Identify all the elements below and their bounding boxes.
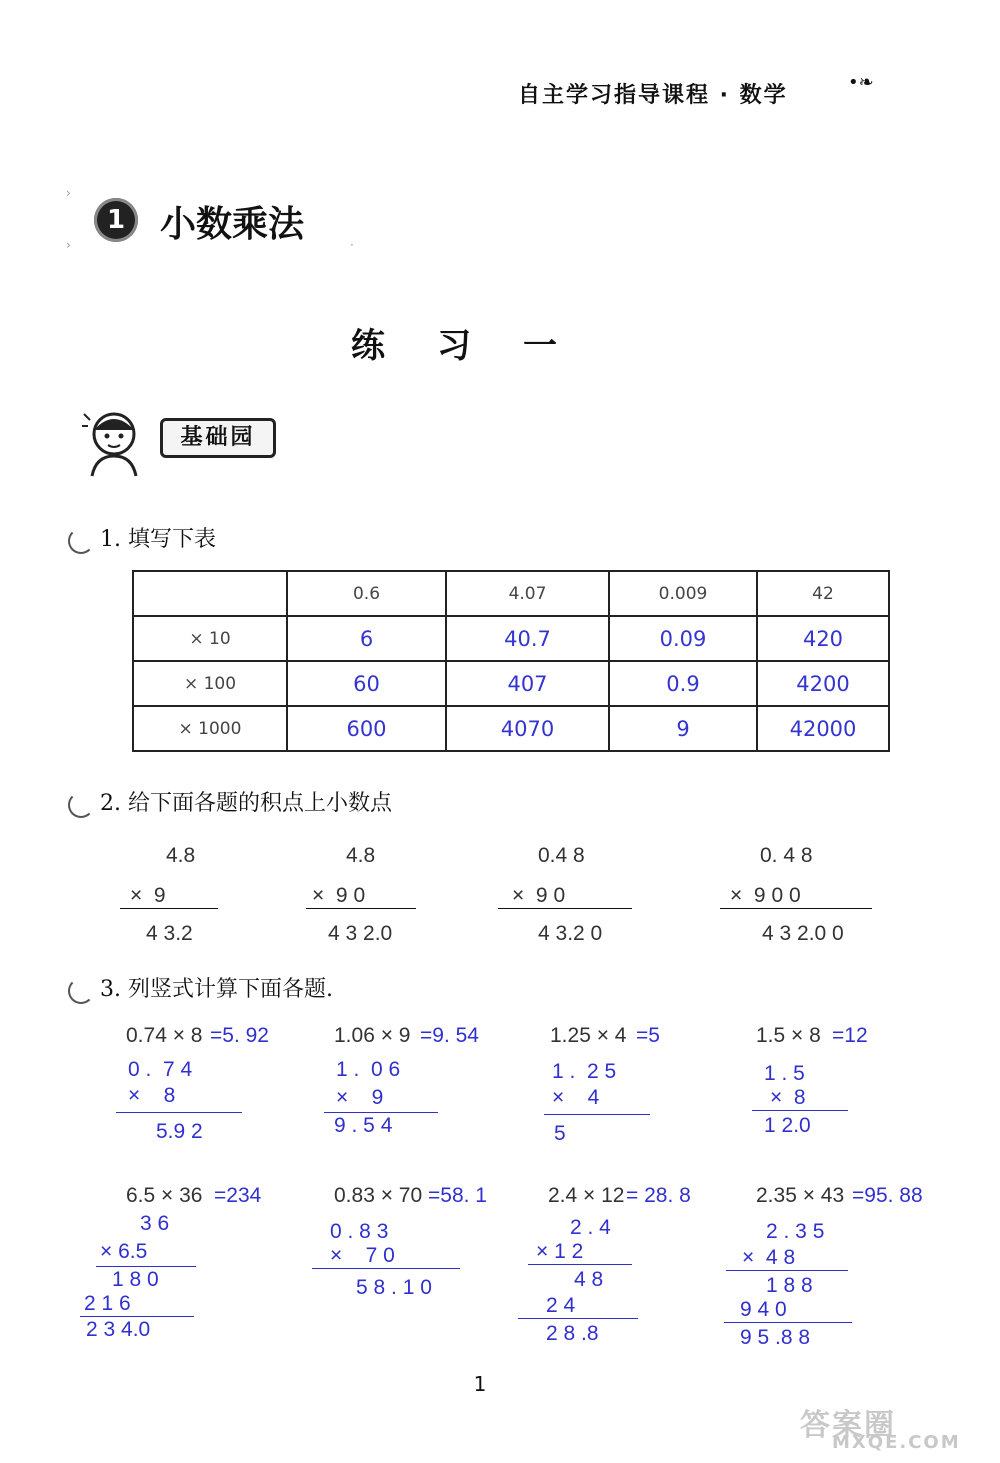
table-header-row (133, 571, 889, 616)
unit-number-badge: 1 (94, 198, 138, 242)
q3-work-line: 2 4 (546, 1294, 576, 1317)
student-mascot-icon (78, 404, 150, 478)
decorative-dot-icon: · (350, 238, 354, 252)
q3-work-line: × 1 2 (536, 1240, 584, 1263)
q2-top-number: 4.8 (346, 844, 376, 867)
q3-answer: = 28. 8 (626, 1184, 691, 1207)
q2-rule-line (306, 908, 416, 909)
decorative-dot-icon: › (66, 238, 71, 252)
table-header-cell: 4.07 (446, 571, 609, 616)
q2-product: 4 3 2.0 0 (762, 922, 844, 945)
q2-top-number: 0. 4 8 (760, 844, 813, 867)
q3-work-line: 2 3 4.0 (86, 1318, 151, 1341)
q3-rule-line (324, 1112, 438, 1113)
q3-work-line: 1 8 8 (766, 1274, 813, 1297)
q3-rule-line (116, 1112, 242, 1113)
q3-work-line: × 8 (128, 1084, 176, 1107)
answer-cell: 9 (609, 706, 757, 751)
watermark-logo: 答案圈 (800, 1408, 896, 1443)
q3-work-line: 2 . 3 5 (766, 1220, 825, 1243)
q3-expression: 2.35 × 43 (756, 1184, 845, 1207)
q3-rule-line (544, 1114, 650, 1115)
q1-title: 1. 填写下表 (100, 527, 216, 552)
q2-multiplier: × 9 (130, 884, 166, 907)
q3-work-line: 5 8 . 1 0 (356, 1276, 432, 1299)
q3-rule-line (518, 1318, 638, 1319)
q3-expression: 0.83 × 70 (334, 1184, 423, 1207)
table-header-cell: 42 (757, 571, 889, 616)
q3-answer: =12 (832, 1024, 868, 1047)
q3-answer: =234 (214, 1184, 262, 1207)
q2-rule-line (120, 908, 218, 909)
practice-title: 练习一 (351, 326, 609, 366)
q2-product: 4 3.2 0 (538, 922, 603, 945)
answer-cell: 40.7 (446, 616, 609, 661)
section-label: 基础园 (160, 418, 276, 458)
q2-rule-line (720, 908, 872, 909)
q3-rule-line (312, 1268, 460, 1269)
decorative-dots-icon: •❧ (848, 72, 874, 93)
q3-rule-line (752, 1110, 848, 1111)
q3-work-line: 0 . 7 4 (128, 1058, 193, 1081)
q3-work-line: × 9 (336, 1086, 384, 1109)
q3-expression: 1.06 × 9 (334, 1024, 411, 1047)
q2-rule-line (498, 908, 632, 909)
q3-answer: =95. 88 (852, 1184, 923, 1207)
answer-cell: 420 (757, 616, 889, 661)
q3-rule-line (96, 1266, 196, 1267)
q2-multiplier: × 9 0 0 (730, 884, 801, 907)
q3-work-line: 4 8 (574, 1268, 604, 1291)
q3-work-line: 2 8 .8 (546, 1322, 599, 1345)
q3-title: 3. 列竖式计算下面各题. (100, 977, 333, 1002)
q3-work-line: × 7 0 (330, 1244, 395, 1267)
header-title: 自主学习指导课程 · 数学 (518, 83, 788, 108)
answer-cell: 6 (287, 616, 446, 661)
q3-expression: 2.4 × 12 (548, 1184, 625, 1207)
q3-rule-line (528, 1264, 632, 1265)
q3-work-line: 1 . 0 6 (336, 1058, 401, 1081)
q3-expression: 1.25 × 4 (550, 1024, 627, 1047)
question-check-icon (68, 792, 94, 818)
table-row (133, 706, 889, 751)
q3-work-line: 9 . 5 4 (334, 1114, 393, 1137)
answer-cell: 42000 (757, 706, 889, 751)
q2-top-number: 4.8 (166, 844, 196, 867)
q3-work-line: 5.9 2 (156, 1120, 203, 1143)
q2-title: 2. 给下面各题的积点上小数点 (100, 791, 392, 816)
q3-rule-line (726, 1270, 848, 1271)
question-check-icon (68, 978, 94, 1004)
decorative-dot-icon: › (66, 186, 71, 200)
table-header-cell: 0.6 (287, 571, 446, 616)
q3-work-line: 2 . 4 (570, 1216, 611, 1239)
q3-work-line: × 4 8 (742, 1246, 796, 1269)
q3-expression: 0.74 × 8 (126, 1024, 203, 1047)
q3-work-line: × 4 (552, 1086, 600, 1109)
q3-work-line: 1 8 0 (112, 1268, 159, 1291)
watermark-url: MXQE.COM (832, 1432, 961, 1453)
row-label: × 10 (133, 616, 287, 661)
question-check-icon (68, 528, 94, 554)
q3-work-line: 9 5 .8 8 (740, 1326, 811, 1349)
table-row (133, 616, 889, 661)
q3-expression: 1.5 × 8 (756, 1024, 821, 1047)
page-number: 1 (473, 1372, 487, 1396)
q2-top-number: 0.4 8 (538, 844, 585, 867)
row-label: × 1000 (133, 706, 287, 751)
q3-rule-line (724, 1322, 852, 1323)
q2-product: 4 3.2 (146, 922, 193, 945)
answer-cell: 0.09 (609, 616, 757, 661)
q3-work-line: × 8 (770, 1086, 806, 1109)
q3-work-line: 9 4 0 (740, 1298, 787, 1321)
q3-answer: =58. 1 (428, 1184, 487, 1207)
q3-work-line: 2 1 6 (84, 1292, 131, 1315)
q3-answer: =5. 92 (210, 1024, 269, 1047)
q3-work-line: 1 . 5 (764, 1062, 805, 1085)
q2-multiplier: × 9 0 (312, 884, 366, 907)
q3-work-line: 0 . 8 3 (330, 1220, 389, 1243)
multiplication-table (132, 570, 890, 752)
q3-work-line: 1 2.0 (764, 1114, 811, 1137)
q3-work-line: × 6.5 (100, 1240, 148, 1263)
q3-answer: =9. 54 (420, 1024, 479, 1047)
answer-cell: 4070 (446, 706, 609, 751)
answer-cell: 600 (287, 706, 446, 751)
row-label: × 100 (133, 661, 287, 706)
answer-cell: 60 (287, 661, 446, 706)
unit-title: 小数乘法 (160, 204, 305, 245)
table-row (133, 661, 889, 706)
q3-work-line: 3 6 (140, 1212, 170, 1235)
answer-cell: 0.9 (609, 661, 757, 706)
q3-expression: 6.5 × 36 (126, 1184, 203, 1207)
table-corner-cell (133, 571, 287, 616)
answer-cell: 4200 (757, 661, 889, 706)
q3-answer: =5 (636, 1024, 660, 1047)
answer-cell: 407 (446, 661, 609, 706)
q2-product: 4 3 2.0 (328, 922, 393, 945)
q3-work-line: 5 (554, 1122, 566, 1145)
table-header-cell: 0.009 (609, 571, 757, 616)
q3-rule-line (80, 1316, 194, 1317)
q2-multiplier: × 9 0 (512, 884, 566, 907)
q3-work-line: 1 . 2 5 (552, 1060, 617, 1083)
